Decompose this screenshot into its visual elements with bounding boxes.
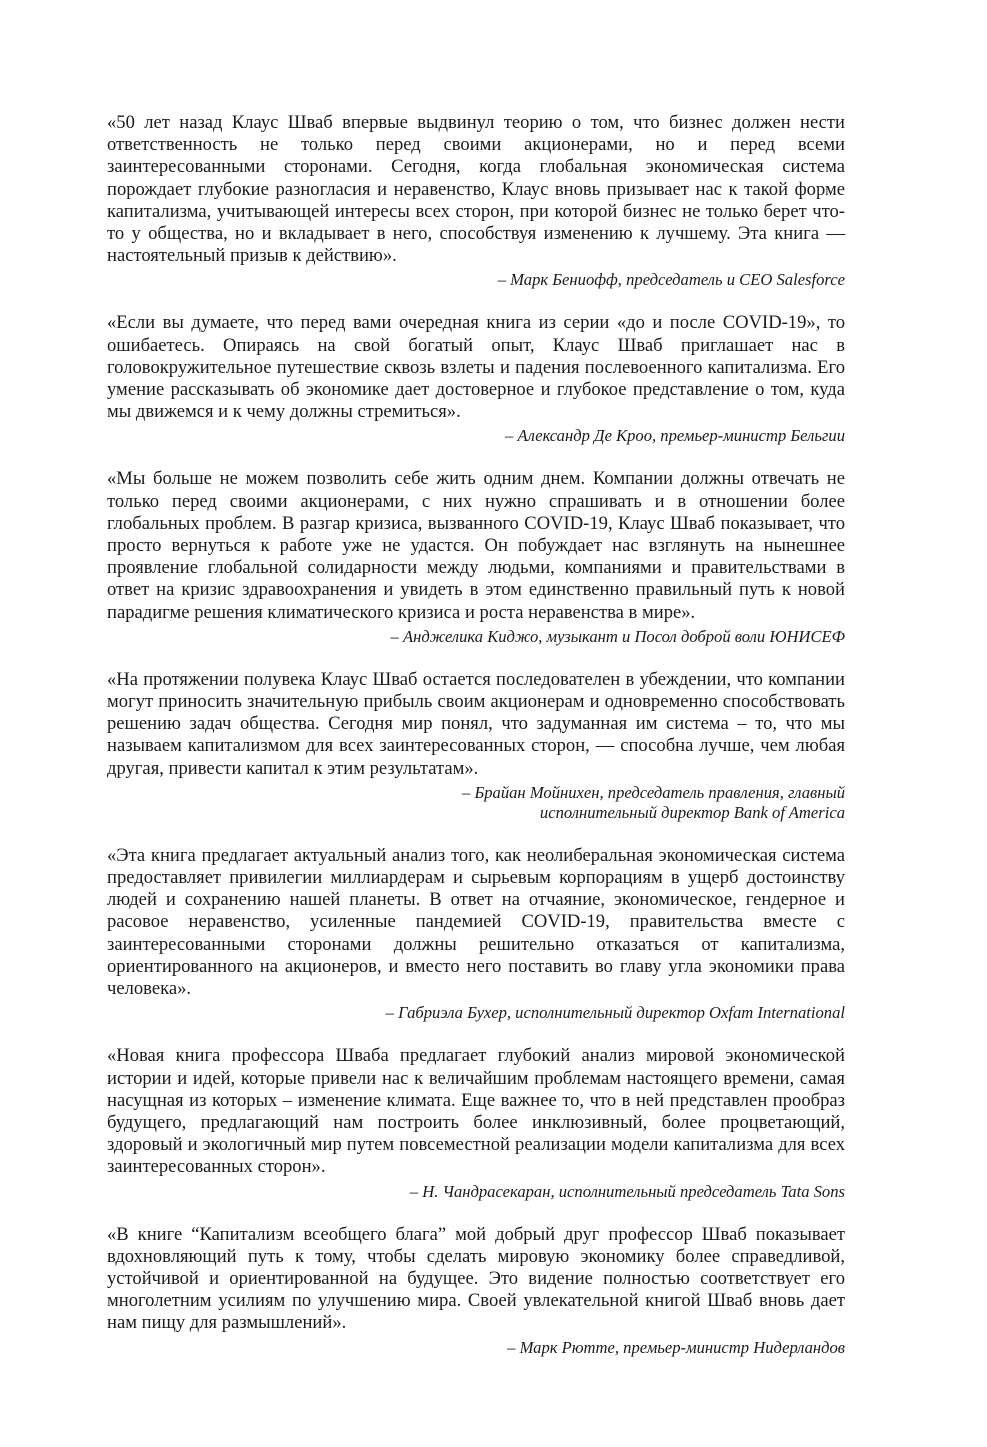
endorsement-bucher — [107, 845, 845, 1023]
endorsement-attribution — [107, 783, 845, 823]
endorsement-chandrasekaran — [107, 1045, 845, 1201]
endorsement-quote: «Если вы думаете, что перед вами очередная книга из серии «до и после COVID-19», то ошибаетесь. Опираясь на свой богатый опыт, Клаус Шваб приглашает нас в головокружительное путешествие сквозь взлеты и падения послевоенного капитализма. Его умение рассказывать об экономике дает достоверное и глубокое представление о том, куда мы движемся и к чему должны стремиться». — [107, 312, 845, 423]
endorsement-rutte — [107, 1224, 845, 1358]
endorsements-page — [107, 112, 845, 1380]
endorsement-quote: «50 лет назад Клаус Шваб впервые выдвинул теорию о том, что бизнес должен нести ответственность не только перед своими акционерами, но и перед всеми заинтересованными сторонами. Сегодня, когда глобальная экономическая система порождает глубокие разногласия и неравенство, Клаус вновь призывает нас к такой форме капитализма, учитывающей интересы всех сторон, при которой бизнес не только берет что-то у общества, но и вкладывает в него, способствуя изменению к лучшему. Эта книга — настоятельный призыв к действию». — [107, 112, 845, 267]
endorsement-attribution: – Габриэла Бухер, исполнительный директор Oxfam International — [385, 1003, 845, 1023]
endorsement-attribution: – Александр Де Кроо, премьер-министр Бельгии — [505, 426, 845, 446]
endorsement-moynihan — [107, 669, 845, 823]
endorsement-de-croo — [107, 312, 845, 446]
endorsement-quote: «Мы больше не можем позволить себе жить одним днем. Компании должны отвечать не только перед своими акционерами, с них нужно спрашивать и в отношении более глобальных проблем. В разгар кризиса, вызванного COVID-19, Клаус Шваб показывает, что просто вернуться к работе уже не удастся. Он побуждает нас взглянуть на нынешнее проявление глобальной солидарности между людьми, компаниями и правительствами в ответ на кризис здравоохранения и увидеть в этом единственно правильный путь к новой парадигме решения климатического кризиса и роста неравенства в мире». — [107, 468, 845, 623]
endorsement-benioff — [107, 112, 845, 290]
endorsement-attribution: – Марк Рютте, премьер-министр Нидерландов — [507, 1337, 845, 1357]
endorsement-attribution: – Н. Чандрасекаран, исполнительный председатель Tata Sons — [409, 1181, 845, 1201]
endorsement-kidjo — [107, 468, 845, 646]
endorsement-attribution-line: исполнительный директор Bank of America — [539, 802, 845, 822]
endorsement-attribution: – Анджелика Киджо, музыкант и Посол доброй воли ЮНИСЕФ — [390, 626, 845, 646]
endorsement-attribution: – Марк Бениофф, председатель и CEO Salesforce — [497, 270, 845, 290]
endorsement-attribution-line: – Брайан Мойнихен, председатель правления, главный — [462, 782, 845, 802]
endorsement-quote: «Новая книга профессора Шваба предлагает глубокий анализ мировой экономической истории и идей, которые привели нас к величайшим проблемам настоящего времени, самая насущная из которых – изменение климата. Еще важнее то, что в ней представлен прообраз будущего, предлагающий нам построить более инклюзивный, более процветающий, здоровый и экологичный мир путем повсеместной реализации модели капитализма для всех заинтересованных сторон». — [107, 1045, 845, 1178]
endorsement-quote: «В книге “Капитализм всеобщего блага” мой добрый друг профессор Шваб показывает вдохновляющий путь к тому, чтобы сделать мировую экономику более справедливой, устойчивой и ориентированной на будущее. Это видение полностью соответствует его многолетним усилиям по улучшению мира. Своей увлекательной книгой Шваб вновь дает нам пищу для размышлений». — [107, 1223, 845, 1334]
endorsement-quote: «Эта книга предлагает актуальный анализ того, как неолиберальная экономическая система предоставляет привилегии миллиардерам и сырьевым корпорациям в ущерб достоинству людей и сохранению нашей планеты. В ответ на отчаяние, экономическое, гендерное и расовое неравенство, усиленные пандемией COVID-19, правительства вместе с заинтересованными сторонами должны решительно отказаться от капитализма, ориентированного на акционеров, и вместо него поставить во главу угла экономики права человека». — [107, 844, 845, 1000]
endorsement-quote: «На протяжении полувека Клаус Шваб остается последователен в убеждении, что компании могут приносить значительную прибыль своим акционерам и одновременно способствовать решению задач общества. Сегодня мир понял, что задуманная им система – то, что мы называем капитализмом для всех заинтересованных сторон, — способна лучше, чем любая другая, привести капитал к этим результатам». — [107, 668, 845, 779]
